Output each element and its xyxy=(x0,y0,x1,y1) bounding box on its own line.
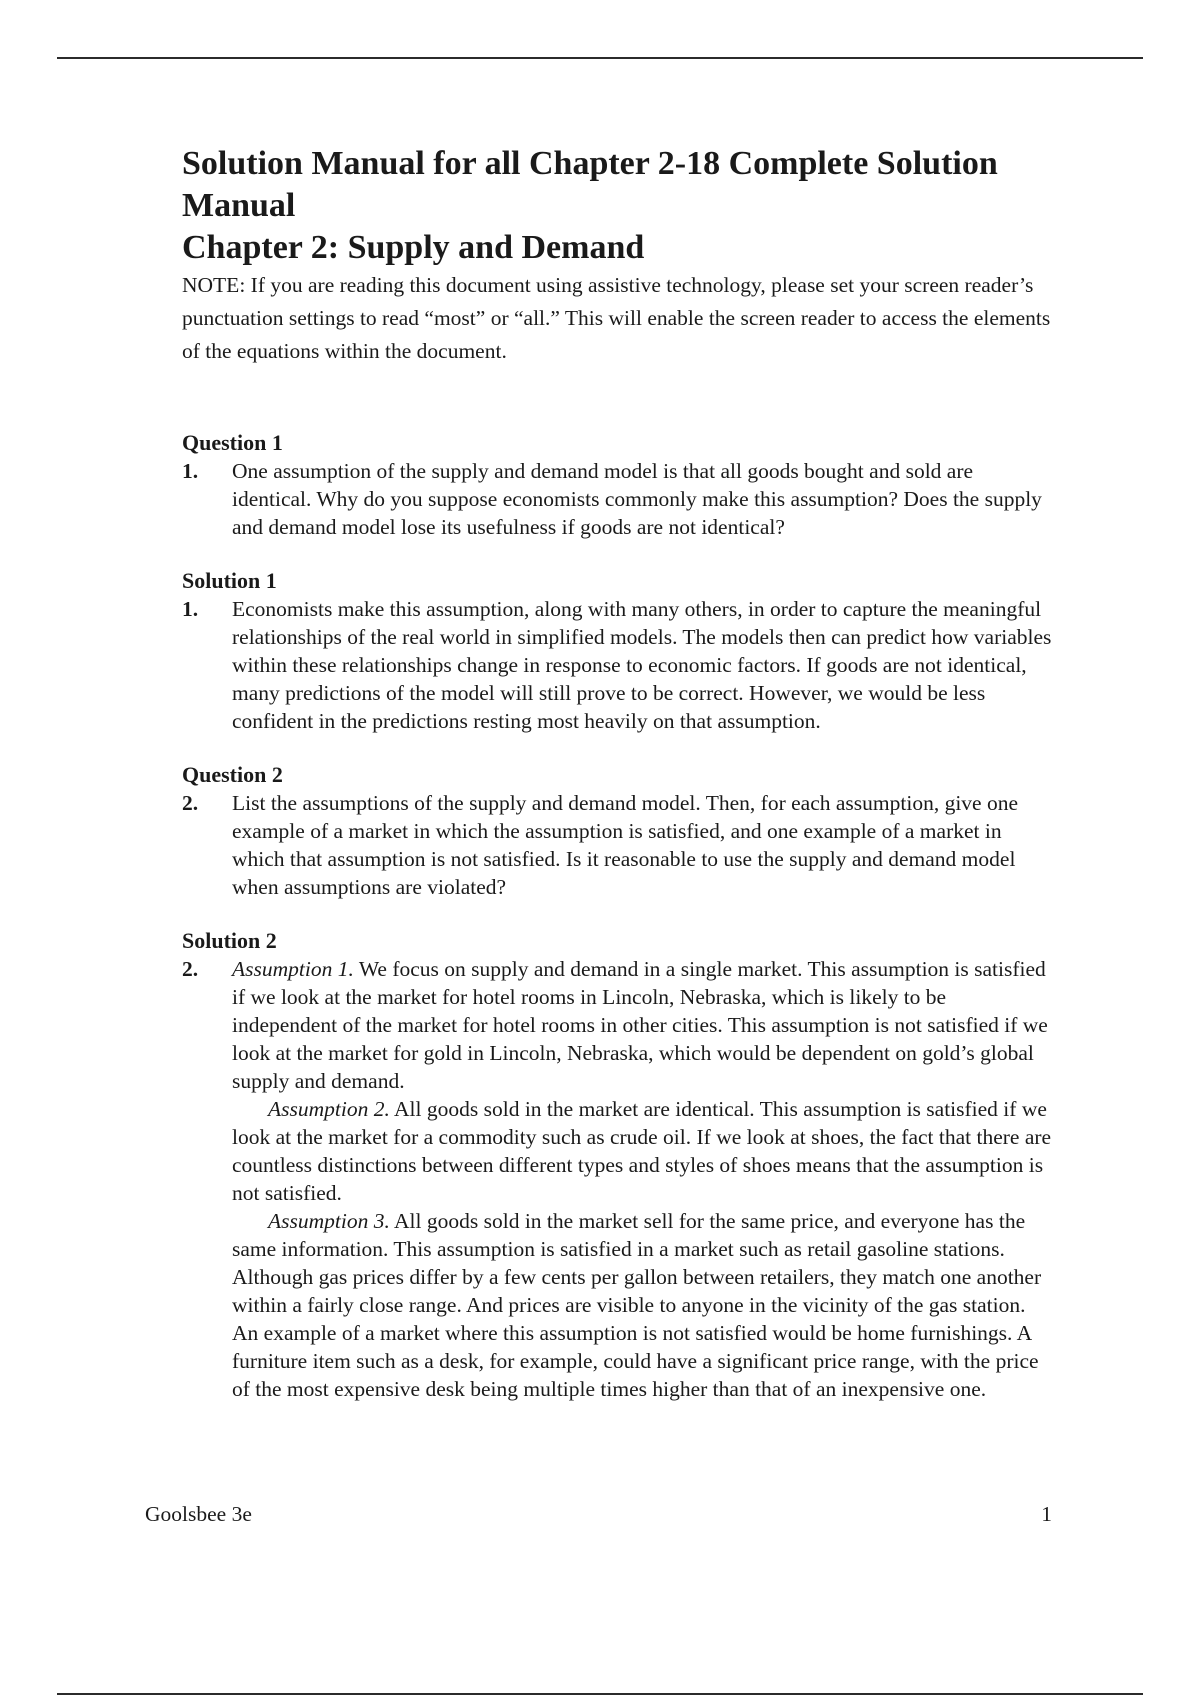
footer-book-label: Goolsbee 3e xyxy=(145,1502,252,1526)
question-2-number: 2. xyxy=(182,791,199,815)
question-1-number: 1. xyxy=(182,459,199,483)
solution-2-heading: Solution 2 xyxy=(182,928,277,953)
solution-2-item xyxy=(182,955,1054,1403)
assumption-1-paragraph xyxy=(232,955,1054,1095)
assumption-2-paragraph xyxy=(232,1095,1054,1207)
page-content xyxy=(182,143,1054,1403)
assumption-3-paragraph xyxy=(232,1207,1054,1403)
question-1-item xyxy=(182,457,1054,541)
page-footer xyxy=(145,1500,1052,1528)
assumption-3-lead: Assumption 3. xyxy=(268,1209,390,1233)
assumption-1-lead: Assumption 1. xyxy=(232,957,354,981)
document-title: Solution Manual for all Chapter 2-18 Complete Solution Manual xyxy=(182,145,998,224)
chapter-title: Chapter 2: Supply and Demand xyxy=(182,229,645,266)
question-1-heading: Question 1 xyxy=(182,430,283,455)
assumption-2-text: All goods sold in the market are identical. This assumption is satisfied if we look at the market for a commodity such as crude oil. If we look at shoes, the fact that there are countless distinctions between different types and styles of shoes means that the assumption is not satisfied. xyxy=(232,1097,1052,1205)
top-rule xyxy=(57,57,1143,59)
solution-2-body xyxy=(232,955,1054,1403)
assumption-3-text: All goods sold in the market sell for the same price, and everyone has the same information. This assumption is satisfied in a market such as retail gasoline stations. Although gas prices differ by a few cents per gallon between retailers, they match one another within a fairly close range. And prices are visible to anyone in the vicinity of the gas station. An example of a market where this assumption is not satisfied would be home furnishings. A furniture item such as a desk, for example, could have a significant price range, with the price of the most expensive desk being multiple times higher than that of an inexpensive one. xyxy=(232,1209,1042,1401)
page-number: 1 xyxy=(1041,1502,1052,1526)
solution-1-text: Economists make this assumption, along with many others, in order to capture the meaningful relationships of the real world in simplified models. The models then can predict how variables within these relationships change in response to economic factors. If goods are not identical, many predictions of the model will still prove to be correct. However, we would be less confident in the predictions resting most heavily on that assumption. xyxy=(232,597,1052,733)
accessibility-note: NOTE: If you are reading this document using assistive technology, please set your screen reader’s punctuation settings to read “most” or “all.” This will enable the screen reader to access the elements of the equations within the document. xyxy=(182,273,1051,363)
solution-2-number: 2. xyxy=(182,957,199,981)
assumption-2-lead: Assumption 2. xyxy=(268,1097,390,1121)
question-2-heading: Question 2 xyxy=(182,762,283,787)
question-1-text: One assumption of the supply and demand model is that all goods bought and sold are identical. Why do you suppose economists commonly make this assumption? Does the supply and demand model lose its usefulness if goods are not identical? xyxy=(232,459,1042,539)
question-2-item xyxy=(182,789,1054,901)
question-2-text: List the assumptions of the supply and demand model. Then, for each assumption, give one example of a market in which the assumption is satisfied, and one example of a market in which that assumption is not satisfied. Is it reasonable to use the supply and demand model when assumptions are violated? xyxy=(232,791,1018,899)
solution-1-item xyxy=(182,595,1054,735)
solution-1-number: 1. xyxy=(182,597,199,621)
solution-1-heading: Solution 1 xyxy=(182,568,277,593)
assumption-1-text: We focus on supply and demand in a single market. This assumption is satisfied if we look at the market for hotel rooms in Lincoln, Nebraska, which is likely to be independent of the market for hotel rooms in other cities. This assumption is not satisfied if we look at the market for gold in Lincoln, Nebraska, which would be dependent on gold’s global supply and demand. xyxy=(232,957,1048,1093)
bottom-rule xyxy=(57,1693,1143,1695)
